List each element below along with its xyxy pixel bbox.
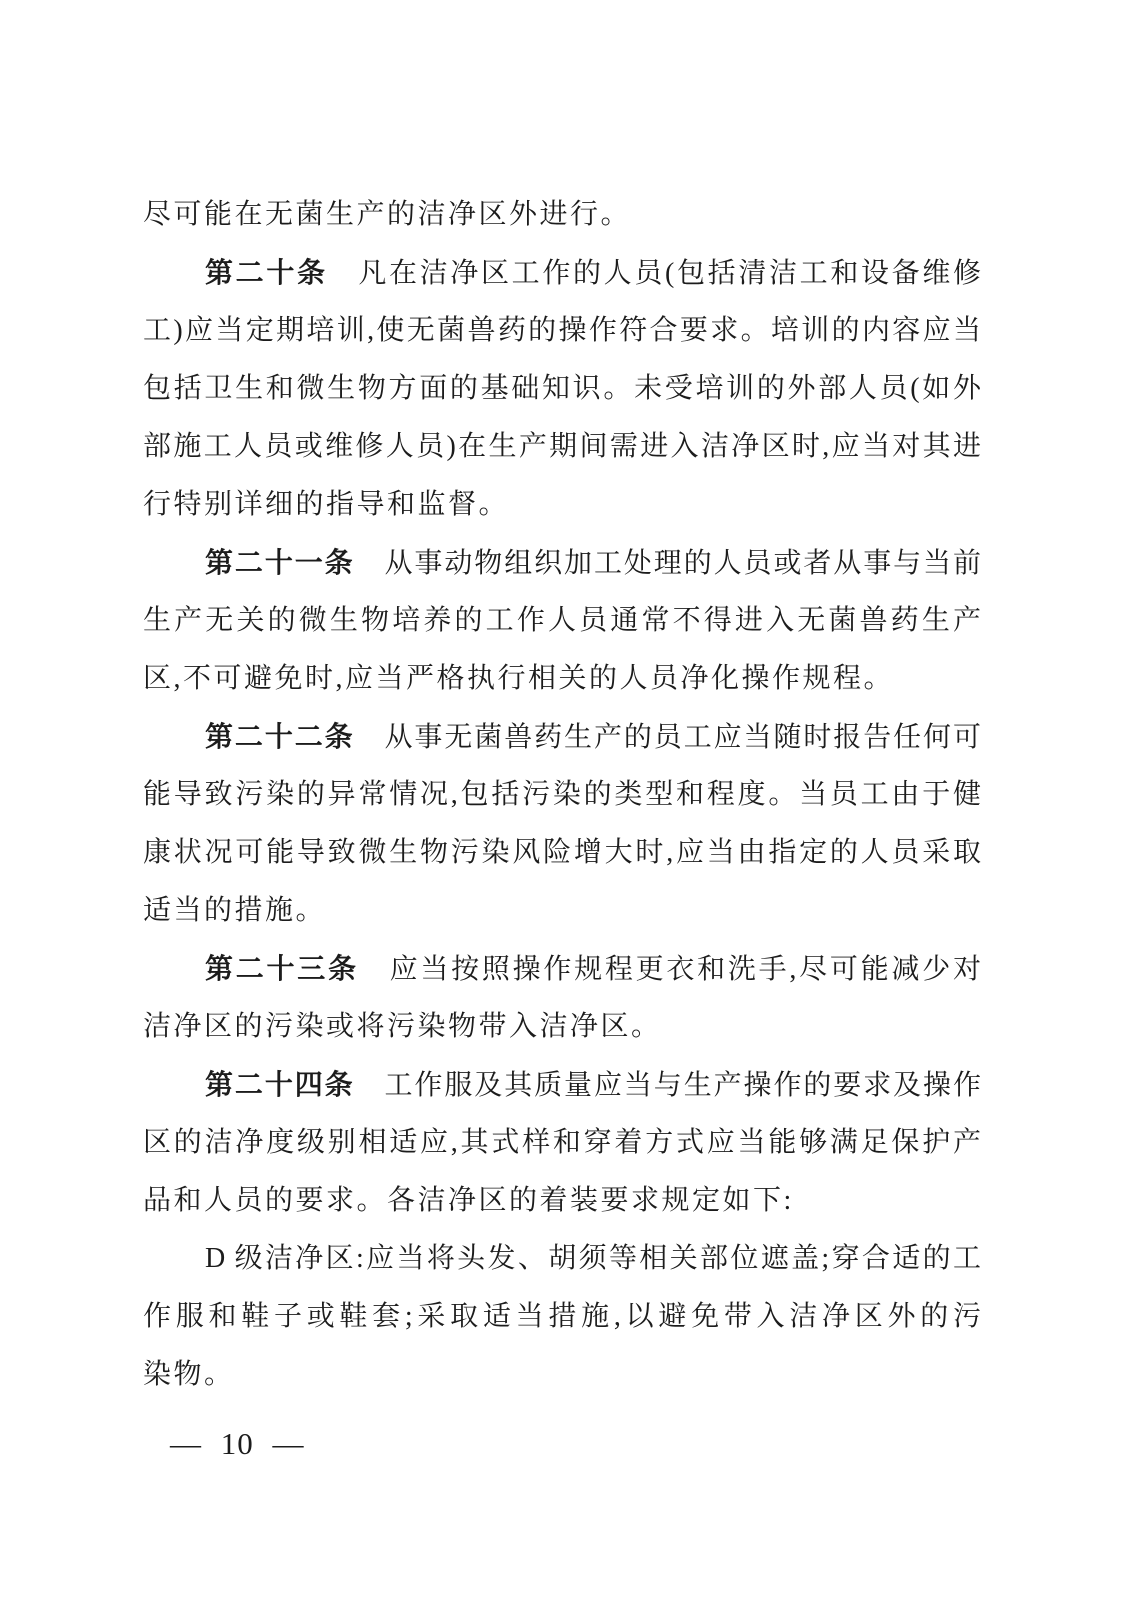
line-text: 尽可能在无菌生产的洁净区外进行。 — [143, 199, 632, 230]
article-number: 第二十条 — [205, 257, 328, 288]
text-line — [143, 824, 981, 882]
line-text: D 级洁净区:应当将头发、胡须等相关部位遮盖;穿合适的工 — [205, 1243, 981, 1274]
line-text: 区,不可避免时,应当严格执行相关的人员净化操作规程。 — [143, 663, 895, 694]
page-number-footer: — 10 — — [170, 1426, 305, 1461]
line-text: 应当按照操作规程更衣和洗手,尽可能减少对 — [389, 954, 981, 985]
line-text: 作服和鞋子或鞋套;采取适当措施,以避免带入洁净区外的污 — [143, 1301, 981, 1332]
line-text: 工作服及其质量应当与生产操作的要求及操作 — [384, 1070, 981, 1101]
line-text: 能导致污染的异常情况,包括污染的类型和程度。当员工由于健 — [143, 779, 981, 810]
line-text: 洁净区的污染或将污染物带入洁净区。 — [143, 1011, 662, 1042]
text-line — [143, 766, 981, 824]
line-text: 凡在洁净区工作的人员(包括清洁工和设备维修 — [358, 258, 981, 289]
article-number: 第二十三条 — [205, 953, 359, 984]
line-text: 适当的措施。 — [143, 895, 327, 926]
text-line — [143, 534, 981, 592]
line-text: 从事无菌兽药生产的员工应当随时报告任何可 — [384, 722, 981, 753]
line-text: 区的洁净度级别相适应,其式样和穿着方式应当能够满足保护产 — [143, 1127, 981, 1158]
text-line — [143, 940, 981, 998]
text-line — [143, 302, 981, 360]
document-body — [143, 186, 981, 1404]
text-line — [143, 1114, 981, 1172]
text-line — [143, 186, 981, 244]
text-line — [143, 418, 981, 476]
text-line — [143, 650, 981, 708]
text-line — [143, 1288, 981, 1346]
line-text: 染物。 — [143, 1359, 235, 1390]
line-text: 包括卫生和微生物方面的基础知识。未受培训的外部人员(如外 — [143, 373, 981, 404]
text-line — [143, 360, 981, 418]
line-text: 从事动物组织加工处理的人员或者从事与当前 — [384, 548, 981, 579]
text-line — [143, 1230, 981, 1288]
text-line — [143, 998, 981, 1056]
text-line — [143, 476, 981, 534]
article-number: 第二十一条 — [205, 547, 355, 578]
text-line — [143, 1346, 981, 1404]
line-text: 生产无关的微生物培养的工作人员通常不得进入无菌兽药生产 — [143, 605, 981, 636]
text-line — [143, 1056, 981, 1114]
text-line — [143, 882, 981, 940]
article-number: 第二十四条 — [205, 1069, 355, 1100]
text-line — [143, 1172, 981, 1230]
text-line — [143, 244, 981, 302]
article-number: 第二十二条 — [205, 721, 355, 752]
text-line — [143, 708, 981, 766]
line-text: 康状况可能导致微生物污染风险增大时,应当由指定的人员采取 — [143, 837, 981, 868]
line-text: 部施工人员或维修人员)在生产期间需进入洁净区时,应当对其进 — [143, 431, 981, 462]
line-text: 工)应当定期培训,使无菌兽药的操作符合要求。培训的内容应当 — [143, 315, 981, 346]
line-text: 行特别详细的指导和监督。 — [143, 489, 510, 520]
text-line — [143, 592, 981, 650]
line-text: 品和人员的要求。各洁净区的着装要求规定如下: — [143, 1185, 794, 1216]
